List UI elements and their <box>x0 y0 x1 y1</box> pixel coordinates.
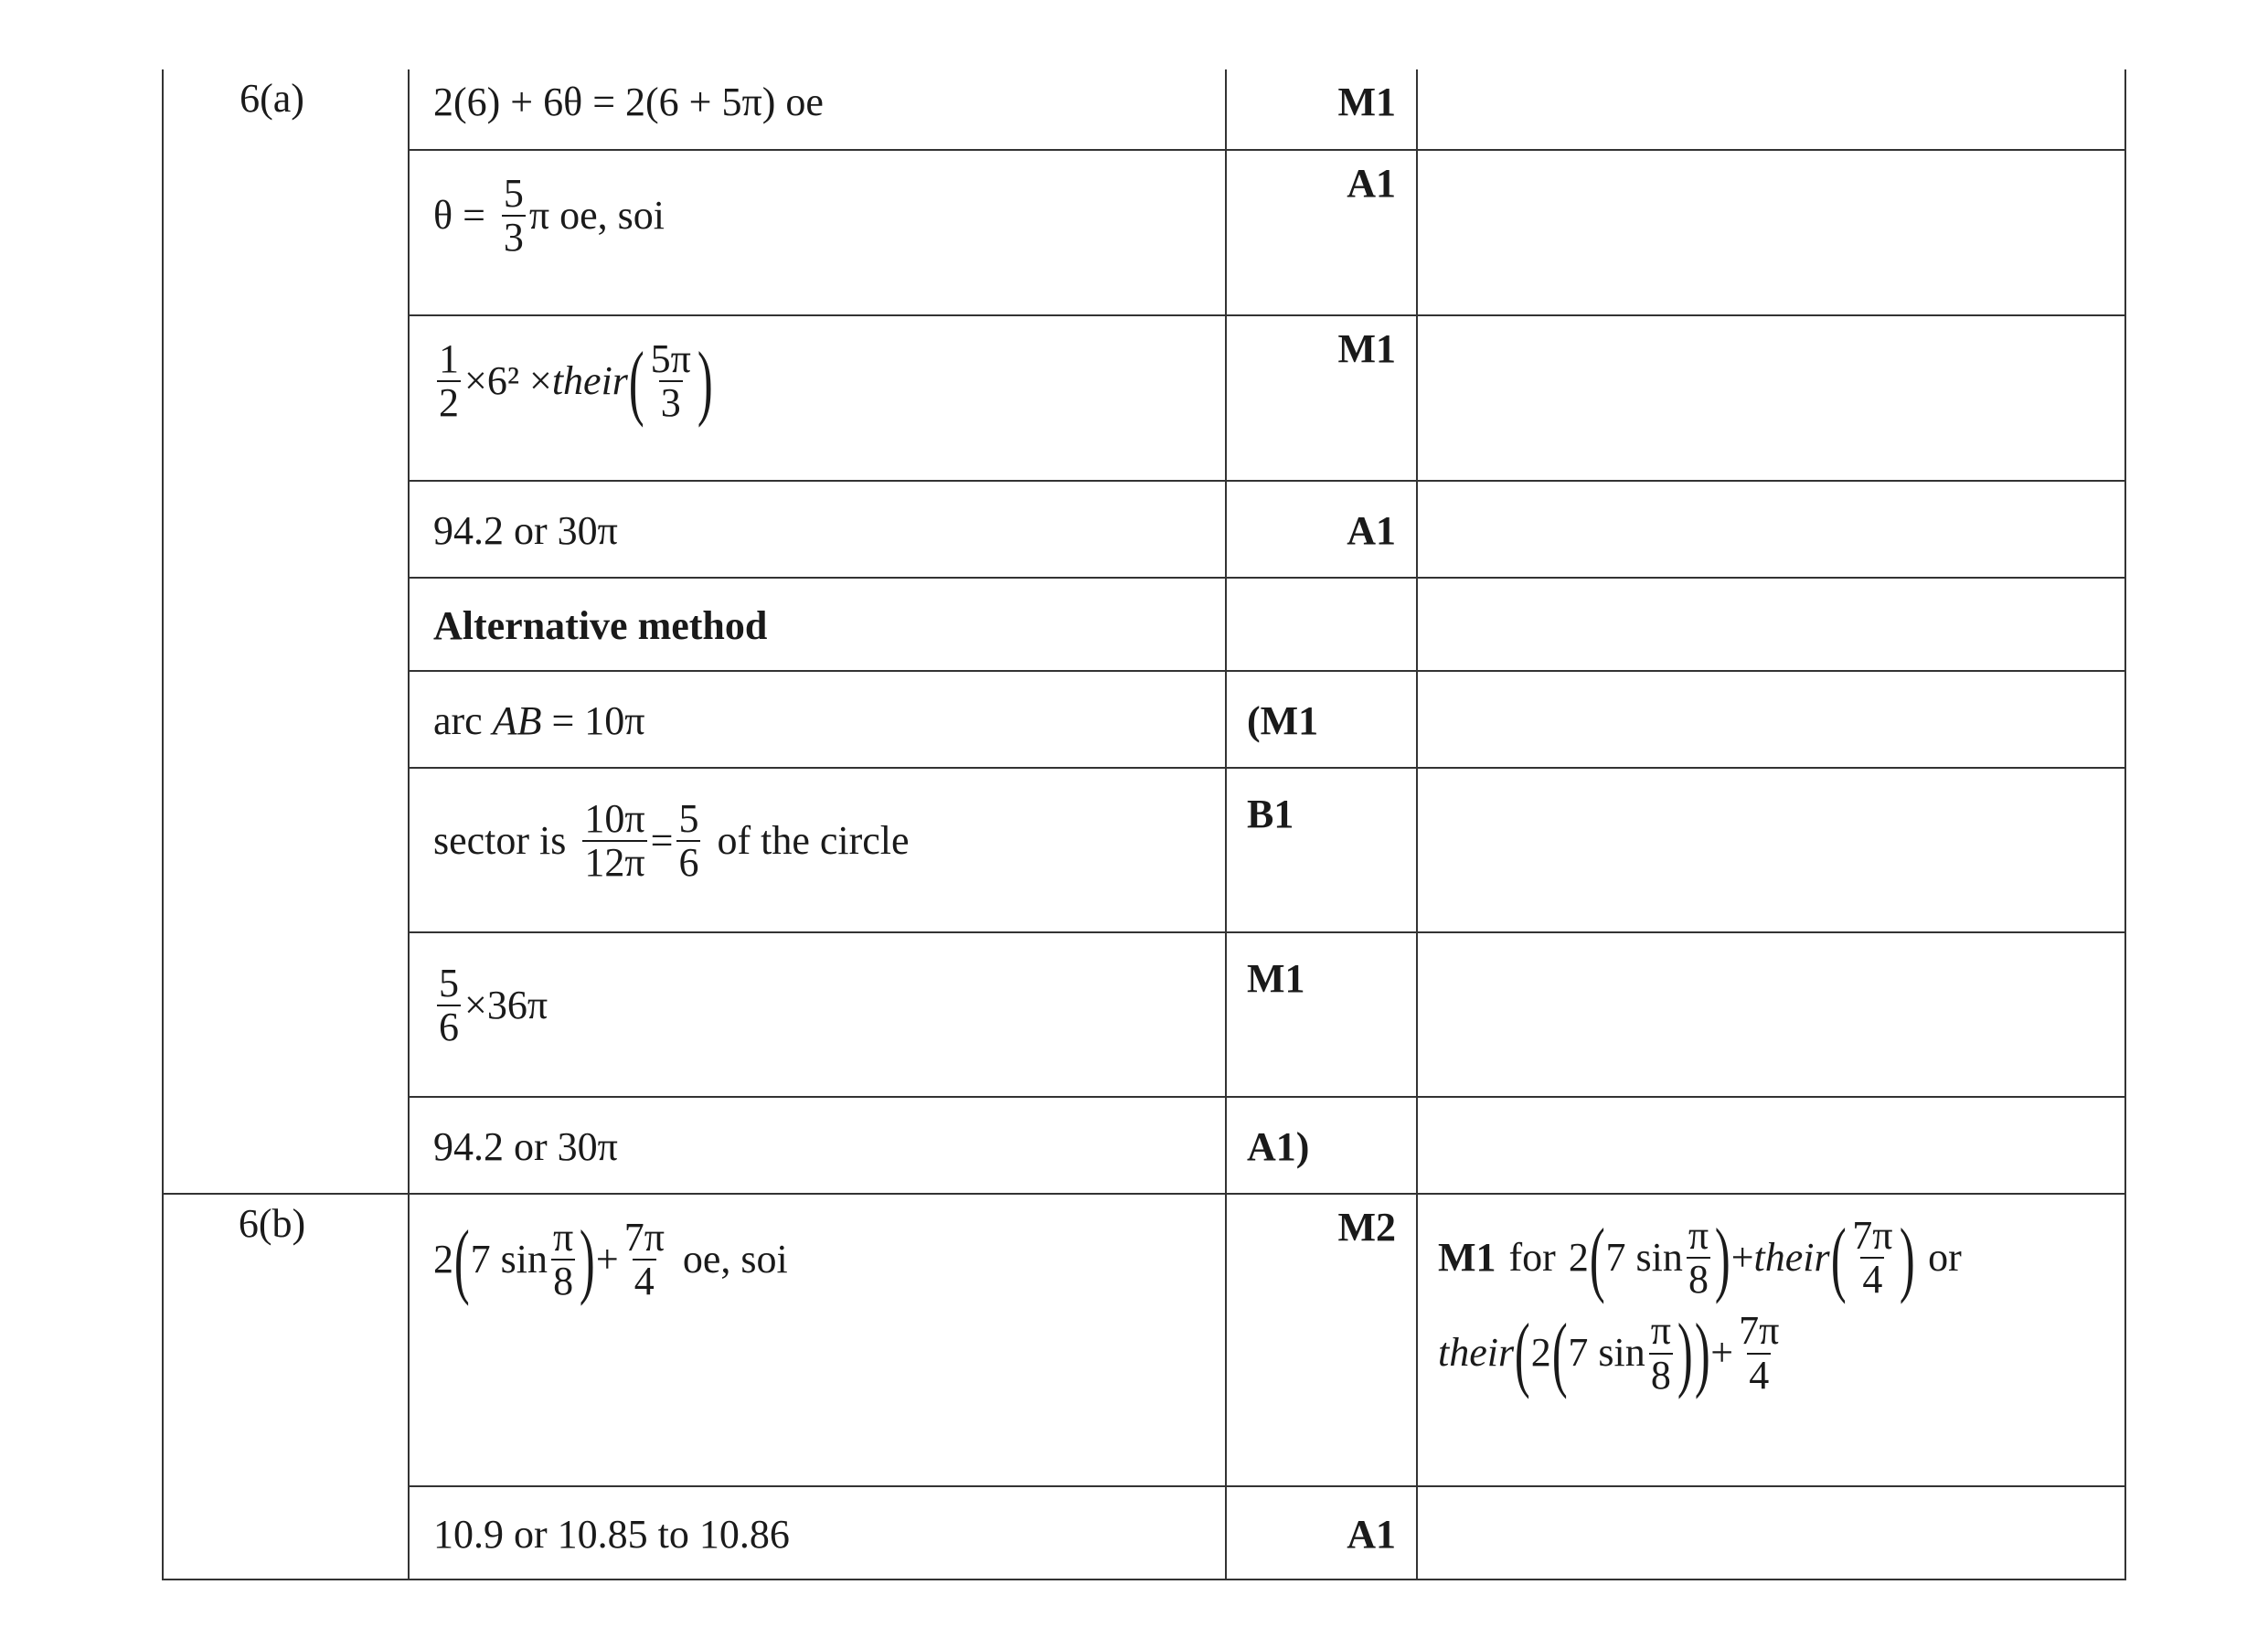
table-row <box>163 481 2125 578</box>
mark-cell: M1 <box>1226 315 1417 481</box>
answer-cell: $\frac{5}{6}$ ×36π <box>409 932 1226 1097</box>
table-row <box>163 69 2125 150</box>
table-row <box>163 1097 2125 1194</box>
guidance-cell <box>1417 768 2125 932</box>
guidance-cell <box>1417 671 2125 768</box>
guidance-cell: M1 for 2 ( 7 sin $\frac{\pi}{8}$ ) + their ( $\frac{7\pi}{4}$ ) or their ( 2 ( 7 sin $\frac{\pi}{8}$ ) ) + $\frac{7\pi}{4}$ <box>1417 1194 2125 1486</box>
mark-cell: M1 <box>1226 932 1417 1097</box>
mark-cell: (M1 <box>1226 671 1417 768</box>
guidance-cell <box>1417 578 2125 671</box>
guidance-cell <box>1417 69 2125 150</box>
table-row <box>163 1486 2125 1580</box>
guidance-cell <box>1417 481 2125 578</box>
table-row <box>163 578 2125 671</box>
table-row <box>163 1194 2125 1486</box>
mark-cell: A1 <box>1226 481 1417 578</box>
answer-cell: arc AB = 10π <box>409 671 1226 768</box>
mark-cell: M2 <box>1226 1194 1417 1486</box>
mark-cell: A1 <box>1226 150 1417 315</box>
mark-cell: A1) <box>1226 1097 1417 1194</box>
guidance-cell <box>1417 150 2125 315</box>
mark-cell <box>1226 578 1417 671</box>
answer-cell: $\frac{1}{2}$ ×6² × their ( $\frac{5\pi}{3}$ ) <box>409 315 1226 481</box>
answer-cell: 2 ( 7 sin $\frac{\pi}{8}$ ) + $\frac{7\pi}{4}$ oe, soi <box>409 1194 1226 1486</box>
answer-cell: 10.9 or 10.85 to 10.86 <box>409 1486 1226 1580</box>
mark-cell: A1 <box>1226 1486 1417 1580</box>
question-number-6b: 6(b) <box>163 1194 409 1580</box>
mark-cell: B1 <box>1226 768 1417 932</box>
answer-cell: θ = $\frac{5}{3}$ π oe, soi <box>409 150 1226 315</box>
table-row <box>163 671 2125 768</box>
guidance-cell <box>1417 1097 2125 1194</box>
table-row <box>163 932 2125 1097</box>
mark-scheme-table <box>162 69 2126 1580</box>
answer-cell: 94.2 or 30π <box>409 481 1226 578</box>
guidance-cell <box>1417 1486 2125 1580</box>
table-row <box>163 768 2125 932</box>
question-number-6a: 6(a) <box>163 69 409 1194</box>
answer-cell: 2(6) + 6θ = 2(6 + 5π) oe <box>409 69 1226 150</box>
answer-cell: 94.2 or 30π <box>409 1097 1226 1194</box>
table-row <box>163 315 2125 481</box>
answer-cell: sector is $\frac{10\pi}{12\pi}$ = $\frac{5}{6}$ of the circle <box>409 768 1226 932</box>
alternative-method-heading: Alternative method <box>409 578 1226 671</box>
guidance-cell <box>1417 932 2125 1097</box>
table-row <box>163 150 2125 315</box>
guidance-cell <box>1417 315 2125 481</box>
mark-cell: M1 <box>1226 69 1417 150</box>
